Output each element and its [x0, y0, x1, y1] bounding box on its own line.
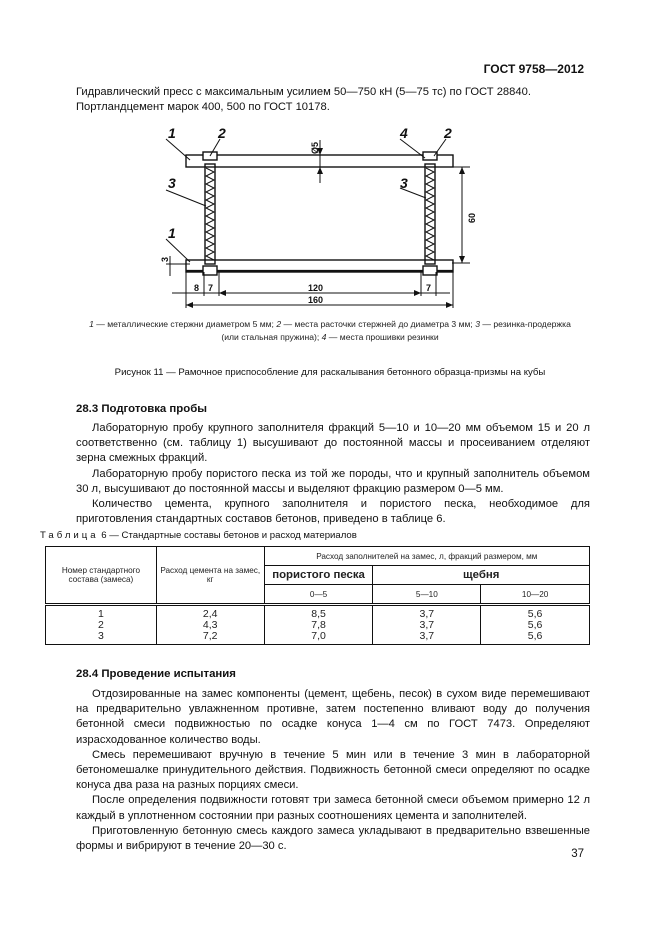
dim-3: 3: [160, 256, 170, 262]
table-label: Таблица: [40, 530, 99, 541]
header-aggregates: Расход заполнителей на замес, л, фракций размером, мм: [264, 547, 589, 566]
figure-label-2: 2: [444, 128, 452, 141]
table-data-rows: [46, 605, 590, 645]
equipment-list: [76, 85, 596, 115]
figure-label-2: 2: [218, 128, 226, 141]
dim-8: 8: [194, 283, 200, 293]
paragraph: После определения подвижности готовят три замеса бетонной смеси объемом примерно 12 л каждый в уплотненном состоянии при разных соотношениях цемента и заполнителей.: [76, 794, 590, 822]
figure-11-drawing: [150, 128, 480, 308]
dim-160: 160: [308, 295, 324, 305]
table-6: [45, 546, 590, 645]
dim-7-left: 7: [208, 283, 214, 293]
figure-label-1: 1: [168, 225, 176, 241]
cell-sand: 8,5 7,8 7,0: [264, 605, 373, 645]
legend-text: — резинка-продержка: [479, 319, 571, 329]
paragraph: Приготовленную бетонную смесь каждого замеса укладывают в предварительно взвешенные формы и вибрируют в течение 20—30 с.: [76, 824, 590, 853]
figure-label-1: 1: [168, 128, 176, 141]
figure-caption: Рисунок 11 — Рамочное приспособление для раскалывания бетонного образца-призмы на кубы: [114, 367, 546, 378]
section-body: [76, 687, 590, 854]
figure-label-4: 4: [400, 128, 408, 141]
legend-num: 2: [276, 319, 282, 329]
figure-legend: [40, 318, 620, 344]
equipment-item: Гидравлический пресс с максимальным усилием 50—750 кН (5—75 тс) по ГОСТ 28840.: [76, 86, 531, 98]
header-cement: Расход цемента на замес, кг: [156, 547, 264, 605]
dim-7-right: 7: [426, 283, 432, 293]
cell-num: 1 2 3: [46, 605, 157, 645]
header-fraction: 10—20: [481, 585, 590, 605]
header-fraction: 0—5: [264, 585, 373, 605]
section-heading: 28.3 Подготовка пробы: [76, 403, 207, 415]
header-composition-number: Номер стандартного состава (замеса): [46, 547, 157, 605]
table-title: 6 — Стандартные составы бетонов и расход материалов: [98, 530, 357, 541]
legend-num: 4: [321, 332, 327, 342]
cell-gravel-5-10: 3,7 3,7 3,7: [373, 605, 481, 645]
header-sand: пористого песка: [264, 566, 373, 585]
paragraph: Лабораторную пробу пористого песка из той же породы, что и крупный заполнитель объемом 30 л, высушивают до постоянной массы и выделяют фракцию размером 0—5 мм.: [76, 467, 590, 495]
equipment-item: Портландцемент марок 400, 500 по ГОСТ 10178.: [76, 101, 330, 114]
paragraph: Отдозированные на замес компоненты (цемент, щебень, песок) в сухом виде перемешивают на предварительно увлажненном противне, затем постепенно вливают воду до получения бетонной смеси подвижностью по осадке конуса 1—4 см по ГОСТ 7473. Определяют израсходованное количество воды.: [76, 688, 590, 746]
section-body: [76, 421, 590, 527]
legend-text: — металлические стержни диаметром 5 мм;: [93, 319, 277, 329]
page-number: 37: [571, 848, 584, 860]
paragraph: Количество цемента, крупного заполнителя и пористого песка, необходимое для приготовления стандартных составов бетонов, приведено в таблице 6.: [76, 498, 590, 526]
legend-text: (или стальная пружина);: [221, 332, 322, 342]
dim-120: 120: [308, 283, 324, 293]
legend-num: 3: [475, 319, 480, 329]
figure-label-3: 3: [168, 175, 176, 191]
table-caption: [40, 530, 357, 541]
dim-60: 60: [467, 212, 477, 223]
legend-text: — места прошивки резинки: [326, 332, 439, 342]
paragraph: Смесь перемешивают вручную в течение 5 мин или в течение 3 мин в лабораторной бетономешалке принудительного действия. Подвижность бетонной смеси определяют по осадке конуса два раза на разных порциях смеси.: [76, 748, 590, 792]
legend-num: 1: [89, 319, 94, 329]
figure-label-3: 3: [400, 175, 408, 191]
header-gravel: щебня: [373, 566, 590, 585]
paragraph: Лабораторную пробу крупного заполнителя фракций 5—10 и 10—20 мм объемом 15 и 20 л соответственно (см. таблицу 1) высушивают до постоянной массы и просеиванием отделяют зерна смежных фракций.: [76, 422, 590, 465]
section-heading: 28.4 Проведение испытания: [76, 668, 236, 680]
document-code-header: ГОСТ 9758—2012: [483, 62, 584, 76]
cell-gravel-10-20: 5,6 5,6 5,6: [481, 605, 590, 645]
cell-cement: 2,4 4,3 7,2: [156, 605, 264, 645]
dim-diameter-5: Ø5: [310, 141, 320, 154]
legend-text: — места расточки стержней до диаметра 3 мм;: [281, 319, 476, 329]
header-fraction: 5—10: [373, 585, 481, 605]
